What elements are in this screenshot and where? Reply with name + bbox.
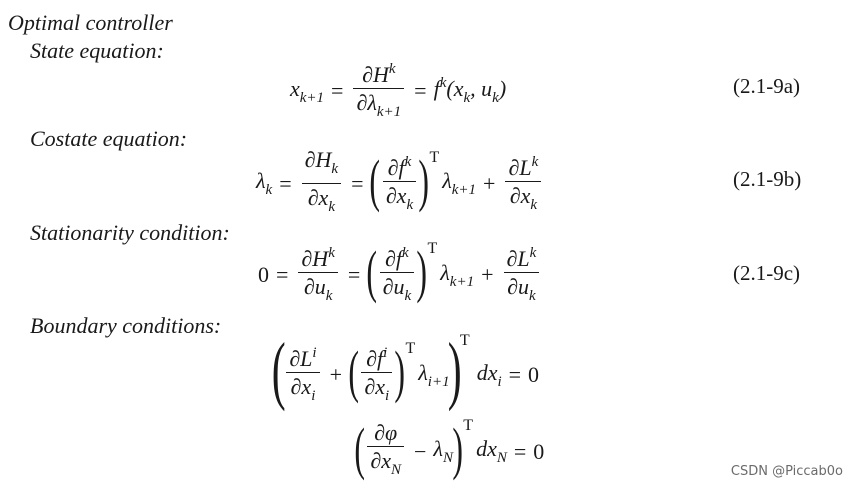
costate-equation-heading: Costate equation: xyxy=(30,126,188,151)
state-equation-heading: State equation: xyxy=(30,38,164,63)
boundary-condition-2: ( $\frac{\partial\varphi}{\partial x_N}$ − $\lambda_N$ ) T $dx_N$ = 0 xyxy=(354,415,545,481)
equation-number-9a: (2.1-9a) xyxy=(733,74,801,98)
state-fraction: $\frac{\partial H^k}{\partial\lambda_{k+1}}$ xyxy=(353,56,404,126)
state-equation: $x_{k+1}$ = $\frac{\partial H^k}{\partial\lambda_{k+1}}$ = $f^k(x_k$, $u_k$) xyxy=(290,56,506,126)
costate-equation: $\lambda_k$ = $\frac{\partial H_k}{\partial x_k}$ = ( $\frac{\partial f^k}{\partial x_k}$ ) T $\lambda_{k+1}$ + $\frac{\partial L^k}{\partial x_k}$ xyxy=(256,146,544,221)
equation-number-9c: (2.1-9c) xyxy=(733,261,801,285)
state-rhs: $f^k(x_k$, $u_k$) xyxy=(433,75,507,106)
state-lhs: $x_{k+1}$ xyxy=(290,75,325,106)
equation-number-9b: (2.1-9b) xyxy=(733,167,802,191)
section-title: Optimal controller xyxy=(8,10,173,35)
boundary-condition-1: ( $\frac{\partial L^i}{\partial x_i}$ + ( $\frac{\partial f^i}{\partial x_i}$ ) T $\lambda_{i+1}$ ) T $dx_i$ = 0 xyxy=(271,328,540,412)
watermark: CSDN @Piccab0o xyxy=(730,464,843,479)
boundary-conditions-heading: Boundary conditions: xyxy=(30,313,222,338)
stationarity-condition-heading: Stationarity condition: xyxy=(30,220,230,245)
stationarity-equation: 0 = $\frac{\partial H^k}{\partial u_k}$ = ( $\frac{\partial f^k}{\partial u_k}$ ) T $\lambda_{k+1}$ + $\frac{\partial L^k}{\partial u_k}$ xyxy=(258,240,542,310)
